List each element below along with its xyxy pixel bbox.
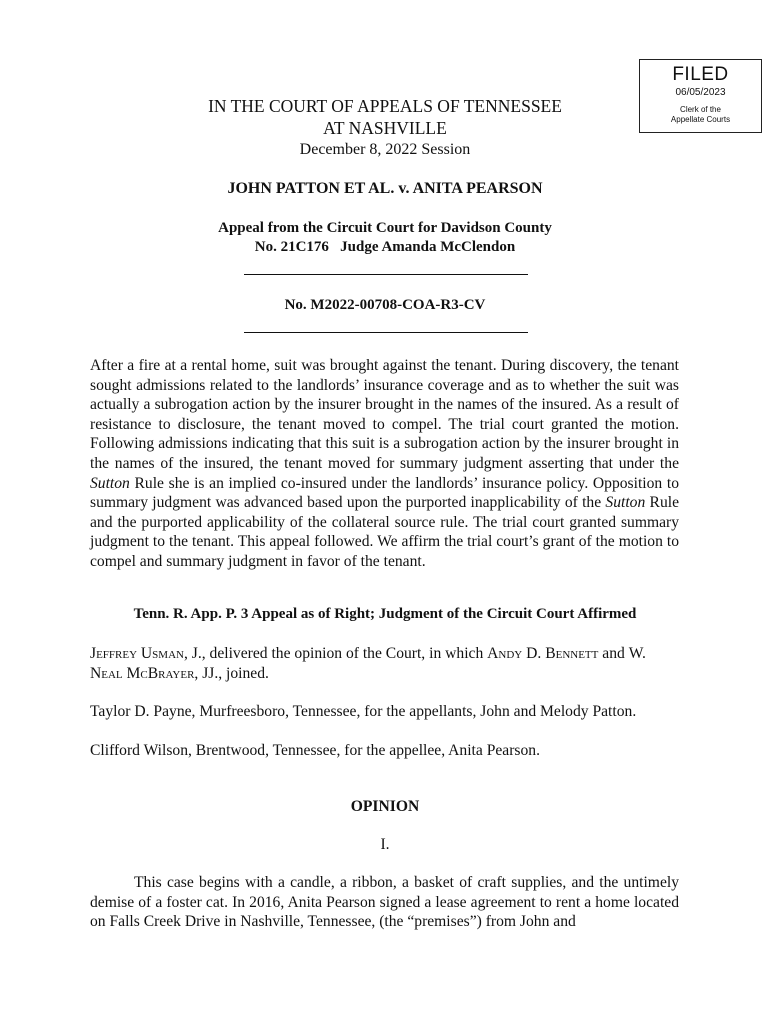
court-location: AT NASHVILLE	[323, 118, 447, 138]
sutton-italic: Sutton	[605, 494, 646, 512]
filed-date: 06/05/2023	[675, 87, 726, 98]
appeal-from-line-1: Appeal from the Circuit Court for Davidson County	[218, 220, 552, 236]
case-title: JOHN PATTON ET AL. v. ANITA PEARSON	[227, 180, 543, 197]
appellants-counsel: Taylor D. Payne, Murfreesboro, Tennessee, for the appellants, John and Melody Patton.	[90, 703, 637, 720]
filed-label: FILED	[672, 64, 729, 85]
session-date: December 8, 2022 Session	[299, 141, 471, 158]
author-name: Jeffrey Usman	[90, 645, 184, 662]
opinion-heading: OPINION	[350, 798, 420, 815]
appellee-counsel: Clifford Wilson, Brentwood, Tennessee, for the appellee, Anita Pearson.	[90, 742, 540, 759]
opinion-first-paragraph: This case begins with a candle, a ribbon, a basket of craft supplies, and the untimely demise of a foster cat. In 2016, Anita Pearson signed a lease agreement to rent a home located on Falls Creek Drive in Nashville, Tennessee, (the “premises”) from John and	[90, 874, 679, 931]
appeal-from-line-2: No. 21C176 Judge Amanda McClendon	[254, 239, 516, 255]
court-name: IN THE COURT OF APPEALS OF TENNESSEE	[208, 96, 562, 116]
docket-number: No. M2022-00708-COA-R3-CV	[284, 297, 486, 313]
clerk-line-2: Appellate Courts	[670, 115, 731, 124]
joining-judge: Andy D. Bennett	[487, 645, 599, 662]
clerk-line-1: Clerk of the	[680, 105, 721, 114]
joining-judge: W. Neal McBrayer	[90, 645, 646, 682]
disposition-line: Tenn. R. App. P. 3 Appeal as of Right; Judgment of the Circuit Court Affirmed	[133, 606, 637, 622]
authorship-paragraph: Jeffrey Usman, J., delivered the opinion of the Court, in which Andy D. Bennett and W. Neal McBrayer, JJ., joined.	[90, 645, 646, 682]
divider-top	[244, 274, 528, 275]
sutton-italic: Sutton	[90, 474, 130, 492]
divider-bottom	[244, 332, 528, 333]
section-number: I.	[380, 836, 390, 853]
summary-paragraph: After a fire at a rental home, suit was brought against the tenant. During discovery, the tenant sought admissions related to the landlords’ insurance coverage and as to whether the suit was actually a subrogation action by the insurer brought in the names of the insured. As a result of resistance to disclosure, the tenant moved to compel. The trial court granted the motion. Following admissions indicating that this suit is a subrogation action by the insurer brought in the names of the insured, the tenant moved for summary judgment asserting that under the Sutton Rule she is an implied co-insured under the landlords’ insurance policy. Opposition to summary judgment was advanced based upon the purported inapplicability of the Sutton Rule and the purported applicability of the collateral source rule. The trial court granted summary judgment to the tenant. This appeal followed. We affirm the trial court’s grant of the motion to compel and summary judgment in favor of the tenant.	[90, 357, 679, 570]
